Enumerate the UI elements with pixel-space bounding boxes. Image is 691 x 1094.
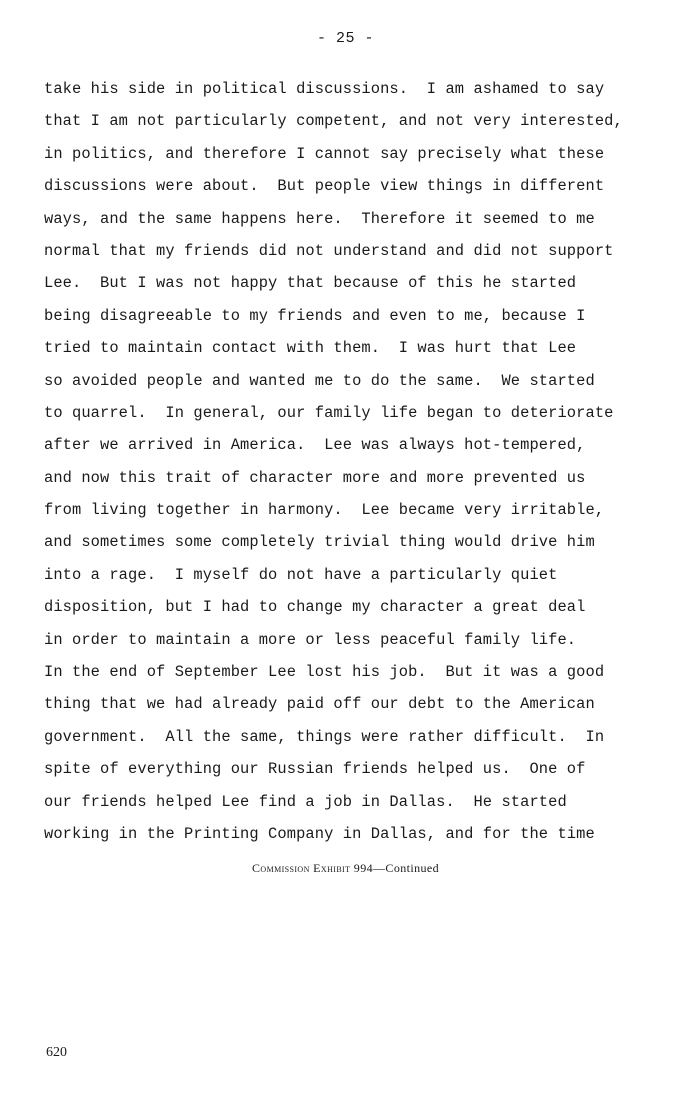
text-line: In the end of September Lee lost his job. But it was a good [44,663,605,682]
text-line: working in the Printing Company in Dallas, and for the time [44,824,595,843]
text-line: to quarrel. In general, our family life began to deteriorate [44,403,614,422]
text-line: normal that my friends did not understand and did not support [44,241,614,260]
text-line: being disagreeable to my friends and even to me, because I [44,306,586,325]
text-line: in politics, and therefore I cannot say precisely what these [44,144,605,163]
text-line: tried to maintain contact with them. I was hurt that Lee [44,339,577,358]
text-line: that I am not particularly competent, and not very interested, [44,112,623,131]
text-line: government. All the same, things were rather difficult. In [44,727,605,746]
text-line: disposition, but I had to change my character a great deal [44,598,586,617]
exhibit-label: Commission Exhibit 994 [251,861,374,875]
exhibit-caption [0,861,691,876]
folio-number: 620 [46,1045,67,1060]
text-line: and now this trait of character more and more prevented us [44,468,586,487]
text-line: spite of everything our Russian friends helped us. One of [44,760,586,779]
text-line: after we arrived in America. Lee was always hot-tempered, [44,436,586,455]
page-number: - 25 - [316,30,374,47]
text-line: into a rage. I myself do not have a particularly quiet [44,565,558,584]
body-text [44,78,654,855]
text-line: and sometimes some completely trivial thing would drive him [44,533,595,552]
text-line: in order to maintain a more or less peaceful family life. [44,630,577,649]
text-line: so avoided people and wanted me to do the same. We started [44,371,595,390]
text-line: ways, and the same happens here. Therefore it seemed to me [44,209,595,228]
text-line: discussions were about. But people view things in different [44,177,605,196]
text-line: take his side in political discussions. I am ashamed to say [44,80,605,98]
text-line: thing that we had already paid off our debt to the American [44,695,595,714]
text-line: our friends helped Lee find a job in Dallas. He started [44,792,567,811]
exhibit-continued: —Continued [373,861,440,875]
text-line: from living together in harmony. Lee became very irritable, [44,501,605,520]
text-line: Lee. But I was not happy that because of this he started [44,274,577,293]
